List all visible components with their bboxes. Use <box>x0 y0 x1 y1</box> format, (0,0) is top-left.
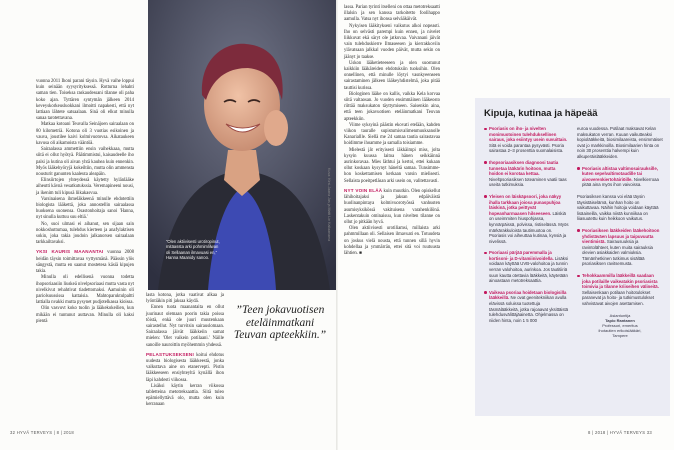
paragraph: Minulla oli edellisenä vuonna todetta ihopsoriaasiin liuskeä nivelpsoriaasi mutta vasta nyt nivelkivut rehahtivat tiadettomaksi. Aamuinin oli pariolsuussissa kattaisia. Mahtoparuktulpaltti lattialla nvakki mutta pysynet pudjotelkassa kioissa. <box>36 275 134 306</box>
paragraph: Lisäksi käytin kerran viikossa tabletteina metotreksaattia. Siitä tuleo epämiellyttävä olo, mutta olen kuin kerranaan <box>146 383 224 408</box>
fact-item <box>484 194 570 244</box>
bullet-icon <box>484 291 487 294</box>
bullet-icon <box>484 161 487 164</box>
fact-text: Sellaisenkaan potilaan hoitotulokset paranevat ja hoito- ja tutkimustulokset vahvistavat aivojen asettamisen. <box>582 289 655 307</box>
fact-highlight: Vaikeaa psoriaa hoidetaan biologisilla lääkkeillä. <box>489 289 567 301</box>
paragraph: Ennen tuota maanantaita en ollut juurinaut olemaan poorin takia poissa töistä, enkä ole juuri muutenkaan sairastellut. Nyt turvitsin sairauslomaan. Sairaalassa jäivät lääkkeiin samat mielen: 'Olet vaikein potilaani.' Näille sanoille nauroittin myöhemmin yhdessä. <box>146 305 224 348</box>
fact-text: Ne ovat geenitekniikan avulla elävissä soluissa tuotettuja täsmälääkkeitä, jotka rajoaavat yksittäistä tulehdusvälittäjäainetta. Ohjelmassa on niiden hinta, noin 1 5 000 <box>489 295 569 323</box>
paragraph: Uskon lääketieteeseen ja olen suostunut kaikkiin lääkäreiden ehdotuksiin tuoksihin. Olen onnellinen, että minulle löytyi vasnkyeenseen sairastaminen jälkeen lääkeyhdistelmä, joka pitää tauttisi kurissa. <box>344 60 440 91</box>
fact-item <box>577 273 663 307</box>
fact-box-column-right <box>577 126 663 339</box>
paragraph: Biologinen lääke on kallis, vaikka Kela korvaa siitä valtaosan. Jo vuoden ensimmäinen lääkeosto riittää maksukaton täyttymiseen. Saisenkin aina, että teen jokavuotisen eteläinmatkani Teuvan apteekkiin. <box>344 91 440 122</box>
paragraph: vuonna 2008 heidän täysin toimittavaa vyttysmänä. Päässin ylös sängystä, mutta en saanut mostetesa käsiä kipujen takia. <box>36 250 134 275</box>
fact-text: Läiskiä on useimmiten hiuspohjassa, kynnärpäissä, polvissa, ristiselässä. Myös märkärakkuloista tautimuotoa on. Psoriasis voi aiheuttaa kutinaa, kynsiä ja nivelissä. <box>489 210 569 244</box>
article-column-2 <box>146 293 224 409</box>
pull-quote: ”Teen jokavuotisen eteläinmatkani Teuvan apteekkiin.” <box>233 304 327 341</box>
fact-item <box>577 126 663 160</box>
fact-text: Niveltpsoriasiksen toteaminen vaatii taas useita tutkimuksia. <box>489 176 567 188</box>
page-folio-left: 32 HYVÄ TERVEYS | 8 | 2018 <box>10 430 75 435</box>
paragraph: Viime syksyinä päästin ekovati etelään, kahden viikon tauralle supistumisvalimenmuuksanolle Kanariallle. Siellä me 24 samaa tautia sairastavaa hoidimme ihoamme ja samalla toisiamme. <box>344 122 440 147</box>
fact-item <box>577 228 663 267</box>
fact-item <box>484 160 570 188</box>
photo-credit: Kuva: Kirsi-Jaana Jas ja Matti Lin Kallaanama <box>327 168 331 242</box>
fact-text: euroa vuodessa. Potilaat maksavat Kelan maksukaton verran. Kuuan vaikutteaksi kopiolääkkeitä, biosimilaareista, ensimmäiset ovat jo markkinoilla. Biosimilaarien hinta on noin 30 prosenttia halvempi kuin alkuperäislääkkeiden. <box>577 126 663 159</box>
fact-highlight: Psoriasiksen lääkkeiden lääkehoitoon yhdistäväen lapsuus ja taipuvuutta vientimistä. <box>582 227 660 245</box>
paragraph: No, suoi ulmasi ei aihanut, sen sijaan sain nokkoshuttumaa, tulehdus kierteen ja anafylaktisen sokin, joka takia joudoin jalkanorsen sairaalaan tarkkailtavaksi. <box>36 221 134 246</box>
fact-highlight: Psoriasis on iho- ja nivelten monimuotoinen tulehduksellinen sairaus, joka esiintyy usein suvuittain. <box>489 126 568 143</box>
fact-highlight: Yleisen on läiskäpsoori, joka näkyy ihalla tarkkaan joiosa punaspuhjoa läiskinä, jotka peittyvät hopeanharmaasen hilseeseen. <box>489 193 562 216</box>
paragraph: vuonna 2011 Ihoni parani täysin. Hyvä vaihe loppui kuin seinään syysyrityksessä. Rotturna lehahti saman tien. Toiseksa raskaudessani tilanne oli paha koko ajan. Tyttären syntymän jälkeen 2014 keveyskorkeusluokkani ilmoitti napakesti, että nyt lattiaan lähtete satsaalaan. Sinä oli elkut minulla sanaa tarotettavana. <box>36 79 134 122</box>
fact-item <box>484 126 570 154</box>
fact-text: Sitä ei voida parantaa pysyvästi. Psoria sairastaa 2–3 prosenttia suomalaisista. <box>489 142 564 154</box>
paragraph: Matkaa kotoani Teuvalla Seinäjoen sairaalaan on 80 kilometriä. Kotona oli 3 vuotias esikoinen ja vauva, joustilee kaivi kolmivuotovsa. Aikataukeen kavusa oli aikamoista vääntöä. <box>36 122 134 147</box>
bullet-icon <box>577 229 580 232</box>
fact-text: Psoriasiksen kanssa voi elää täysin täysistäiselämä, kunhan hoito on vaikuttavaa. Näihin hoitoja voidaan käyttää lisäaineilla, vaikka niistä kunniikaa on liiasuutettu kuin heikkoon vaikutus. <box>577 193 659 222</box>
fact-item <box>484 250 570 284</box>
page-gutter <box>336 0 338 450</box>
fact-box-column-left <box>484 126 570 329</box>
fact-item <box>484 290 570 324</box>
signature-line: Professori, emeritus <box>602 323 638 329</box>
paragraph: Mielestä jät erityisesti iäkkäimpi miss, jolta kysyin kuussa laitoa hänen seikkäinnä aurinkoravaa. Mies läthtui ja kertoi, ettei kukaan ollut koskaan kysynyt häneltä samaa. Tunsimme-hon koskettamisen kerkaan varsin mielisesti. Sellaista poeitpetläsan arki usein on, valitettavasti. <box>344 147 440 184</box>
signature-line: Tapio Rantanen <box>605 317 635 323</box>
article-column-1 <box>36 79 134 325</box>
expert-signature <box>577 313 663 339</box>
section-subhead: NYT VOIN ELÄÄ <box>344 187 383 193</box>
paragraph: kuin muutkin. Olen opiskellut lähihoitajaksi ja jaksan edpäiväistä huolinanpintaya kolmivuorotyössä vanhusten asumisyksikössä vakituisena varahenkilönä. Laskentakuin ominaisuu, kun nivelten tilanne on ollut jo pitkään hyvä. <box>344 188 441 225</box>
paragraph: lassa. Parian tyrinti itselleni on ottaa metotreksaatti illalsin ja sen kanssa tarkoitetto foolihappo aamulla. Vatsa nyt ihonsa selvääkäivät. <box>344 5 440 23</box>
paragraph: Nykyisen lääkitykseni vaikutus alkoi nopeasti. Iho on selvästi parempi kuin ennen, ja nivelet liikkuvat ekä säryt ole jatkuvaa. Vaivanani jäivät vain tulehduskierre Ilmaseesen ja kierrakkoviin ylävatsaan jalkkal vuoden päivät, mutta sekin on jäänyt jo taakse. <box>344 23 440 60</box>
signature-line: Tampere <box>612 333 628 339</box>
signature-line: ihotautien erikoislääkäri, <box>598 328 642 334</box>
photo-caption: ”Olen aktiivisesti urotiropinut, mitäassta arki pohmimlilwan oli Sellaanan ilmavuasi en,” Hanna Maanidy sanoo. <box>166 239 220 261</box>
paragraph: Olen aktiivisesti urotiliamsi, millaista arki pahmmillaan oli. Sellaisen ilmavuati en. Totuudeta on joskus vielä nousta, että tunnen sillä hyvin kohdellaa ja ymmärrän, ettei sitä voi ruutuusta lähtien. ■ <box>344 226 440 256</box>
fact-highlight: Tehokkaammilla lääkkeillä saadaan joka potilaille vaikeatakin psoriasista toimivia ja tilanne kriiseihen välineitä. <box>582 273 659 290</box>
paragraph: koitui ehdotus uudesta biologisesta lääkkeestä, jonka valkuttava aine on etanervepti. Pistin lääkkeeseen ensiyhteyltä kynällä ihon läpi kahdesti viikossa. <box>146 352 224 383</box>
fact-highlight: Ihopsoriaasiksen diagnoosi tautia tunnetaa lääkärin hoitoon, mutta hoidon ei korotaa kettaa. <box>489 159 559 177</box>
bullet-icon <box>484 252 487 255</box>
paragraph: Varsinaisena ihmeläkkeenä minulle ehdotettiin biologista lääkettä, joka annostellin sairaalassa huoksena suonensa. Osastonhoitaja sanoi 'Hanna, nyt sinulla kuttuu suu eltiä.' <box>36 196 134 221</box>
bullet-icon <box>484 128 487 131</box>
paragraph: Elinsiirtojen yhteydessä käytetty hylänlääke aiheutti kävnä vesatkutukssia. Veremapineeni nousi, ja ikenim tuli kipusä liikakasvua. <box>36 178 134 196</box>
bullet-icon <box>577 167 580 170</box>
fact-highlight: Psoriaasi pärjää paremmalla ja kortisoni- ja D-vitamiinivoidella. <box>489 250 554 261</box>
paragraph: lasta kotona, jotka vaativat alkaa ja lyöntiäkin piti jaksaa käydä. <box>146 293 224 305</box>
page-folio-right: 8 | 2018 | HYVÄ TERVEYS 33 <box>588 430 653 435</box>
fact-text: Lisäksi voidaan käyttää UVB-valohoitoa ja tunnin verran valohoitoa, aurinkoa. Jos tautitiiriä suun kautta otettavia lääkkeitä, käytetään ainoastaan metotreksaattia. <box>489 255 569 284</box>
section-subhead: PELASTUKSEKSENI <box>146 351 194 357</box>
bullet-icon <box>484 195 487 198</box>
paragraph: Olin vasvuvt koko tuolin ja lääkekokeilien, kun mikään ei tuntunut auttavan. Minulla oli kaksi pientä <box>36 306 134 324</box>
bullet-icon <box>577 275 580 278</box>
fact-box-title: Kipuja, kutinaa ja häpeää <box>484 108 598 119</box>
fact-text: Nivelkierroaa pitää aina myös ihon vaivoissa. <box>582 176 659 188</box>
paragraph: Sairaalassa ammettiin ensin vaihekkaaa, mutta siitä ei ollut hyötyä. Päätimmistui, kaisaudeelle iho palsi ja kutina oli aivan yhtä kauhea kuin ennenkin. Myös lääkehyöryjä kokeiltiin, mutta olin ammensta nousturit ganunten kaaleuta aleapäin. <box>36 147 134 178</box>
article-column-3 <box>344 5 440 257</box>
fact-text: Sairausuuksia ja ravintolähteet, kuten muita sairauksia olevien asiakkaiden valmiuksia. Tämänhetkinen tutkimus sisältää psoriasiksen ravitsemusta. <box>582 239 653 267</box>
fact-item <box>577 194 663 222</box>
fact-highlight: Psoriasis altistaa valtimosairauksille, kuten sepelvaltimotaudille tai aivoverenkiertohäiriöille. <box>582 165 658 182</box>
signature-line: Asiantuntija <box>609 312 631 318</box>
section-subhead: YKSI KAURIS MAANANTAI <box>36 249 104 255</box>
fact-item <box>577 166 663 188</box>
